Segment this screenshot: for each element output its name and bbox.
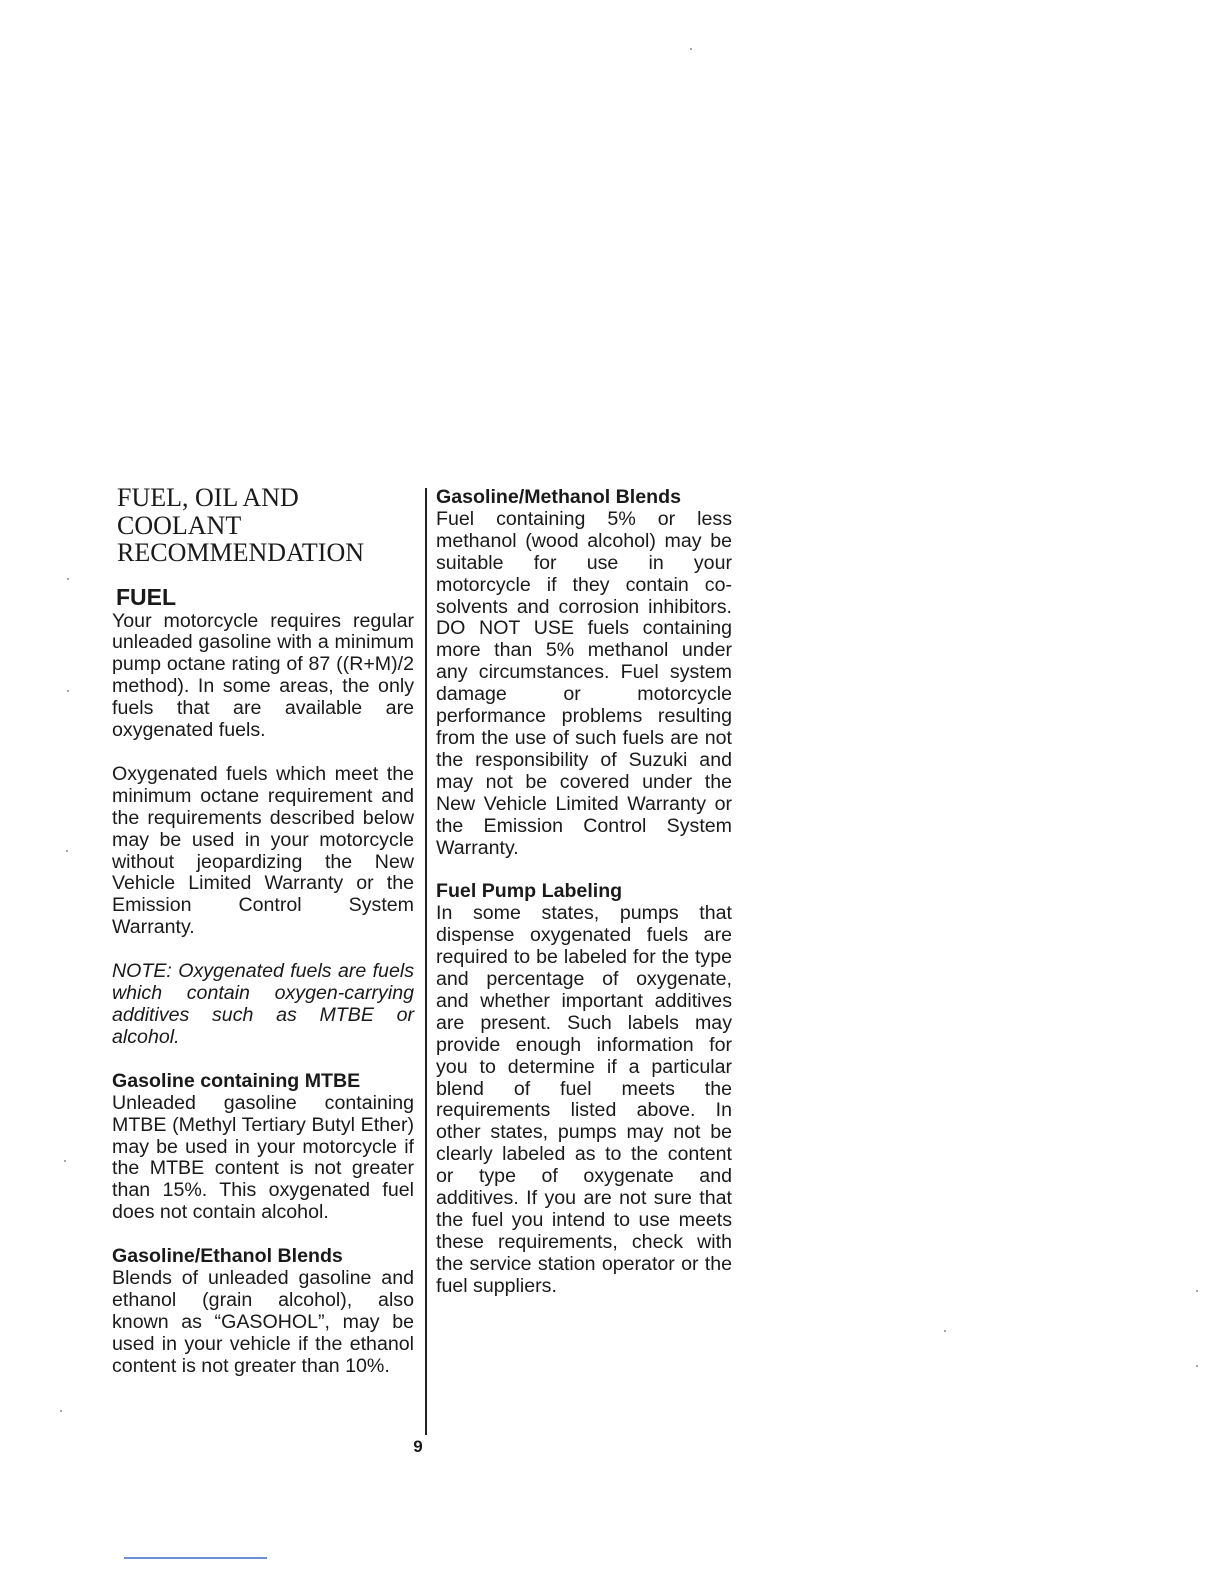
pump-labeling-paragraph: In some states, pumps that dispense oxygenated fuels are required to be labeled for the type and percentage of oxygenate, and whether important additives are present. Such labels may provide enough information for you to determine if a particular blend of fuel meets the requirements listed above. In other states, pumps may not be clearly labeled as to the content or type of oxygenate and additives. If you are not sure that the fuel you intend to use meets these requirements, check with the service station operator or the fuel suppliers. — [436, 902, 732, 1297]
mtbe-heading: Gasoline containing MTBE — [112, 1069, 361, 1092]
title-line-2: COOLANT — [117, 510, 242, 540]
scan-speck — [944, 1330, 946, 1332]
scan-speck — [1196, 1365, 1198, 1367]
scan-speck — [66, 850, 68, 852]
oxygenated-note: NOTE: Oxygenated fuels are fuels which contain oxygen-carrying additives such as MTBE or alcohol. — [112, 960, 414, 1048]
methanol-paragraph: Fuel containing 5% or less methanol (wood alcohol) may be suitable for use in your motorcycle if they contain co-solvents and corrosion inhibitors. DO NOT USE fuels containing more than 5% methanol under any circumstances. Fuel system damage or motorcycle performance problems resulting from the use of such fuels are not the responsibility of Suzuki and may not be covered under the New Vehicle Limited Warranty or the Emission Control System Warranty. — [436, 507, 732, 859]
fuel-heading: FUEL — [116, 583, 177, 610]
scan-speck — [60, 1410, 62, 1412]
pump-labeling-heading: Fuel Pump Labeling — [436, 880, 623, 903]
right-column — [436, 487, 732, 1298]
methanol-heading: Gasoline/Methanol Blends — [436, 486, 681, 508]
scan-speck — [67, 578, 69, 580]
left-column — [112, 484, 414, 1378]
scan-artifact-line — [124, 1557, 267, 1559]
scan-speck — [67, 690, 69, 692]
scan-speck — [1196, 1290, 1198, 1292]
fuel-intro-paragraph: Your motorcycle requires regular unleaded gasoline with a minimum pump octane rating of 87 ((R+M)/2 method). In some areas, the only fuels that are available are oxygenated fuels. — [112, 609, 414, 742]
mtbe-paragraph: Unleaded gasoline containing MTBE (Methyl Tertiary Butyl Ether) may be used in your motorcycle if the MTBE content is not greater than 15%. This oxygenated fuel does not contain alcohol. — [112, 1091, 414, 1224]
scan-speck — [690, 48, 692, 50]
column-divider — [425, 488, 427, 1435]
title-line-3: RECOMMENDATION — [117, 538, 364, 567]
page-title — [117, 484, 417, 567]
title-line-1: FUEL, OIL AND — [117, 483, 299, 512]
page-number: 9 — [413, 1437, 423, 1456]
ethanol-heading: Gasoline/Ethanol Blends — [112, 1245, 343, 1268]
oxygenated-fuels-paragraph: Oxygenated fuels which meet the minimum octane requirement and the requirements described below may be used in your motorcycle without jeopardizing the New Vehicle Limited Warranty or the Emission Control System Warranty. — [112, 762, 414, 939]
scan-speck — [64, 1160, 66, 1162]
ethanol-paragraph: Blends of unleaded gasoline and ethanol (grain alcohol), also known as “GASOHOL”, may be used in your vehicle if the ethanol content is not greater than 10%. — [112, 1267, 414, 1377]
